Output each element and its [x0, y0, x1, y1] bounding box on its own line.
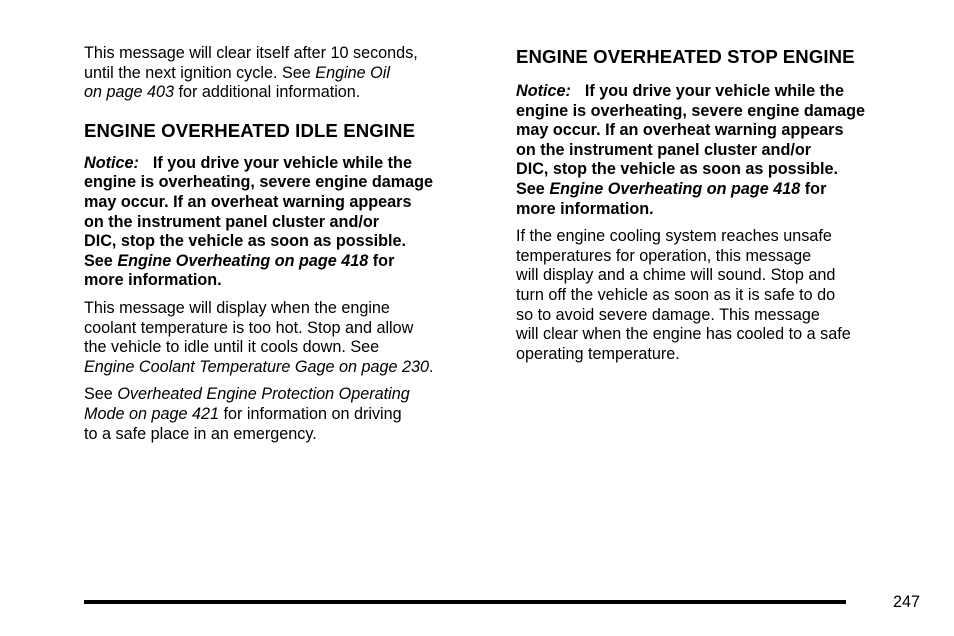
intro-line: [84, 83, 484, 103]
notice-line: DIC, stop the vehicle as soon as possible.: [84, 232, 407, 251]
body-line: [84, 385, 484, 405]
notice-label: Notice:: [516, 82, 571, 100]
body-line: [84, 358, 484, 378]
idle-engine-heading: ENGINE OVERHEATED IDLE ENGINE: [84, 119, 416, 141]
notice-text: for: [800, 179, 827, 198]
intro-text: until the next ignition cycle. See: [84, 63, 316, 82]
notice-line: on the instrument panel cluster and/or: [516, 140, 812, 159]
body-line: to a safe place in an emergency.: [84, 424, 317, 443]
stop-description-paragraph: [516, 227, 916, 364]
idle-notice: [84, 154, 484, 291]
notice-text: If you drive your vehicle while the: [152, 153, 412, 172]
idle-description-paragraph: [84, 299, 484, 377]
notice-line: [516, 180, 916, 200]
body-line: the vehicle to idle until it cools down. See: [84, 338, 380, 357]
notice-line: may occur. If an overheat warning appears: [84, 192, 412, 211]
footer-rule: [84, 600, 846, 604]
protection-mode-paragraph: [84, 385, 484, 444]
engine-overheating-reference: Engine Overheating on page 418: [549, 179, 801, 198]
intro-line: This message will clear itself after 10 seconds,: [84, 44, 418, 62]
body-line: This message will display when the engine: [84, 298, 390, 317]
body-line: If the engine cooling system reaches unsafe: [516, 227, 832, 246]
body-text: See: [84, 385, 118, 404]
notice-label: Notice:: [84, 153, 139, 172]
notice-text: See: [516, 179, 550, 198]
notice-line: more information.: [516, 199, 654, 218]
body-line: so to avoid severe damage. This message: [516, 305, 820, 324]
notice-line: [84, 154, 484, 174]
body-line: coolant temperature is too hot. Stop and allow: [84, 318, 414, 337]
body-line: operating temperature.: [516, 344, 680, 363]
coolant-gage-reference: Engine Coolant Temperature Gage on page 230: [84, 357, 429, 376]
engine-overheating-reference: Engine Overheating on page 418: [117, 251, 369, 270]
notice-line: engine is overheating, severe engine damage: [516, 101, 866, 120]
notice-line: DIC, stop the vehicle as soon as possible.: [516, 160, 839, 179]
left-column: [84, 44, 484, 444]
intro-line: [84, 64, 484, 84]
intro-text: for additional information.: [174, 83, 361, 102]
notice-text: See: [84, 251, 118, 270]
page-number: 247: [892, 593, 920, 611]
protection-mode-reference: Overheated Engine Protection Operating: [117, 385, 410, 404]
body-text: for information on driving: [219, 404, 402, 423]
intro-paragraph: [84, 44, 484, 103]
body-line: [84, 405, 484, 425]
notice-line: may occur. If an overheat warning appears: [516, 121, 844, 140]
notice-line: engine is overheating, severe engine damage: [84, 173, 434, 192]
notice-text: for: [368, 251, 395, 270]
notice-line: [516, 82, 916, 102]
right-column: [516, 44, 916, 364]
body-line: turn off the vehicle as soon as it is safe to do: [516, 285, 836, 304]
notice-line: on the instrument panel cluster and/or: [84, 212, 380, 231]
body-line: temperatures for operation, this message: [516, 246, 812, 265]
body-line: will display and a chime will sound. Stop and: [516, 266, 836, 285]
notice-line: [84, 252, 484, 272]
body-line: will clear when the engine has cooled to a safe: [516, 325, 851, 344]
stop-engine-heading: ENGINE OVERHEATED STOP ENGINE: [516, 46, 855, 67]
protection-mode-page-reference: Mode on page 421: [84, 404, 220, 423]
engine-oil-reference: Engine Oil: [315, 63, 390, 82]
body-text: .: [429, 357, 434, 376]
engine-oil-page-reference: on page 403: [84, 83, 175, 102]
notice-line: more information.: [84, 271, 222, 290]
notice-text: If you drive your vehicle while the: [584, 82, 844, 100]
stop-notice: [516, 82, 916, 219]
